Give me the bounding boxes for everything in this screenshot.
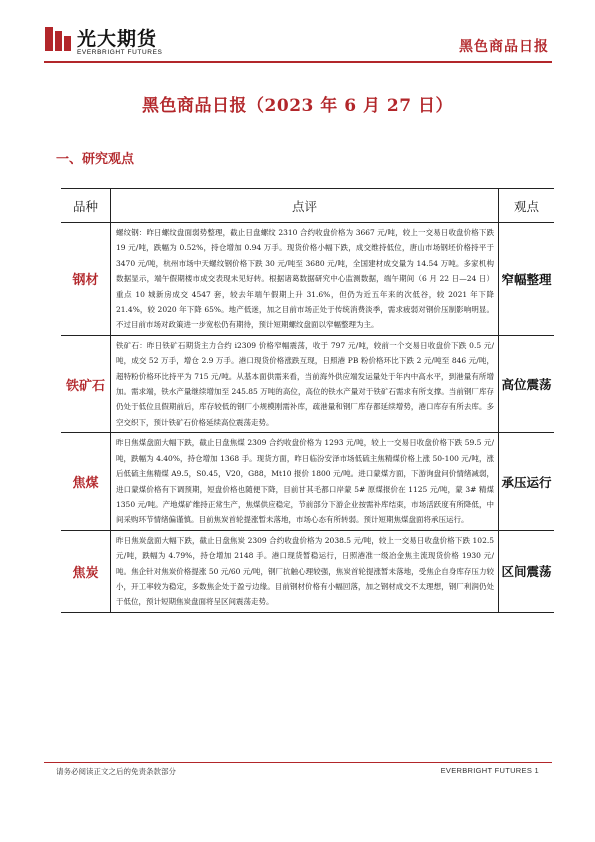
header-view: 观点 bbox=[499, 189, 555, 223]
header-comment: 点评 bbox=[111, 189, 499, 223]
table-header-row bbox=[61, 189, 554, 223]
page-header bbox=[0, 0, 595, 72]
row-category: 铁矿石 bbox=[61, 335, 111, 432]
header-category: 品种 bbox=[61, 189, 111, 223]
row-view: 承压运行 bbox=[499, 433, 555, 530]
row-view: 高位震荡 bbox=[499, 335, 555, 432]
row-category: 钢材 bbox=[61, 223, 111, 336]
row-view: 窄幅整理 bbox=[499, 223, 555, 336]
logo-text-en: EVERBRIGHT FUTURES bbox=[77, 49, 163, 56]
footer-divider bbox=[44, 762, 552, 763]
table-row bbox=[61, 530, 554, 612]
section-heading: 一、研究观点 bbox=[56, 152, 135, 167]
row-category: 焦煤 bbox=[61, 433, 111, 530]
company-logo bbox=[44, 24, 184, 64]
row-comment: 昨日焦煤盘面大幅下跌，截止日盘焦煤 2309 合约收盘价格为 1293 元/吨，较上一交易日收盘价格下跌 59.5 元/吨，跌幅为 4.40%，持仓增加 1368 手。现货方面，昨日临汾安泽市场低硫主焦精煤价格上涨 50-100 元/吨，涨后低硫主焦精煤 A9.5，S0.45，V20，G88，Mt10 报价 1800 元/吨。进口蒙煤方面，下游询盘问价情绪减弱，进口蒙煤价格有下调预期，短盘价格也随便下降，目前甘其毛都口岸蒙 5# 原煤报价在 1125 元/吨，蒙 3# 精煤 1350 元/吨。产地煤矿维持正常生产，焦煤供应稳定，节前部分下游企业按需补库结束，市场活跃度有所降低，中间采购环节情绪偏谨慎。目前焦炭首轮提涨暂未落地，市场心态有所转弱。预计短期焦煤盘面将承压运行。 bbox=[111, 433, 499, 530]
research-table bbox=[61, 188, 554, 613]
footer-company-page bbox=[441, 766, 539, 775]
table-row bbox=[61, 335, 554, 432]
logo-text-cn: 光大期货 bbox=[77, 28, 158, 50]
report-title: 黑色商品日报（2023 年 6 月 27 日） bbox=[142, 96, 453, 116]
table-row bbox=[61, 223, 554, 336]
header-divider bbox=[44, 61, 552, 63]
footer-company: EVERBRIGHT FUTURES bbox=[440, 766, 533, 775]
row-comment: 铁矿石：昨日铁矿石期货主力合约 i2309 价格窄幅震荡，收于 797 元/吨，较前一个交易日收盘价下跌 0.5 元/吨，成交 52 万手，增仓 2.9 万手。港口现货价格涨跌互现，日照港 PB 粉价格环比下跌 2 元/吨至 846 元/吨，超特粉价格环比持平为 715 元/吨。从基本面供需来看，当前海外供应端发运量处于年内中高水平，到港量有所增加。需求端，铁水产量继续增加至 245.85 万吨的高位，高位的铁水产量对于铁矿石需求有所支撑。当前钢厂库存仍处于低位且假期前后，库存较低的钢厂小规模刚需补库，疏港量和钢厂库存都延续增势，港口库存有所去库。多空交织下，预计铁矿石价格延续高位震荡走势。 bbox=[111, 335, 499, 432]
header-doc-type: 黑色商品日报 bbox=[459, 39, 549, 55]
footer-disclaimer: 请务必阅读正文之后的免责条款部分 bbox=[56, 767, 176, 776]
row-category: 焦炭 bbox=[61, 530, 111, 612]
page-number: 1 bbox=[534, 766, 539, 775]
row-comment: 昨日焦炭盘面大幅下跌，截止日盘焦炭 2309 合约收盘价格为 2038.5 元/吨，较上一交易日收盘价格下跌 102.5 元/吨，跌幅为 4.79%，持仓增加 2148 手。港口现货暂稳运行，日照港准一级冶金焦主流现货价格 1930 元/吨。焦企针对焦炭价格提涨 50 元/60 元/吨，钢厂抗触心理较强，焦炭首轮提涨暂未落地，受焦企自身库存压力较小，开工率较为稳定，多数焦企处于盈亏边缘。目前钢材价格有小幅回落，加之钢材成交不太理想，钢厂利润仍处于低位，预计短期焦炭盘面将呈区间震荡走势。 bbox=[111, 530, 499, 612]
table-row bbox=[61, 433, 554, 530]
row-view: 区间震荡 bbox=[499, 530, 555, 612]
everbright-logo-icon bbox=[44, 24, 72, 54]
row-comment: 螺纹钢：昨日螺纹盘面弱势整理，截止日盘螺纹 2310 合约收盘价格为 3667 元/吨，较上一交易日收盘价格下跌 19 元/吨，跌幅为 0.52%，持仓增加 0.94 万手。现货价格小幅下跌，成交维持低位，唐山市场钢坯价格持平于 3470 元/吨，杭州市场中天螺纹钢价格下跌 30 元/吨至 3680 元/吨，全国建材成交量为 14.54 万吨。多家机构数据显示，端午假期楼市成交表现未见好转。根据诸葛数据研究中心监测数据，端午期间（6 月 22 日—24 日）重点 10 城新房成交 4547 套，较去年端午假期上升 31.6%，但仍为近五年来的次低谷，较 2021 年下降 21.4%，较 2020 年下降 65%。地产低迷，加之目前市场正处于传统消费淡季，需求疲弱对钢价压制影响明显。不过目前市场对政策进一步宽松仍有期待，预计短期螺纹盘面以窄幅整理为主。 bbox=[111, 223, 499, 336]
